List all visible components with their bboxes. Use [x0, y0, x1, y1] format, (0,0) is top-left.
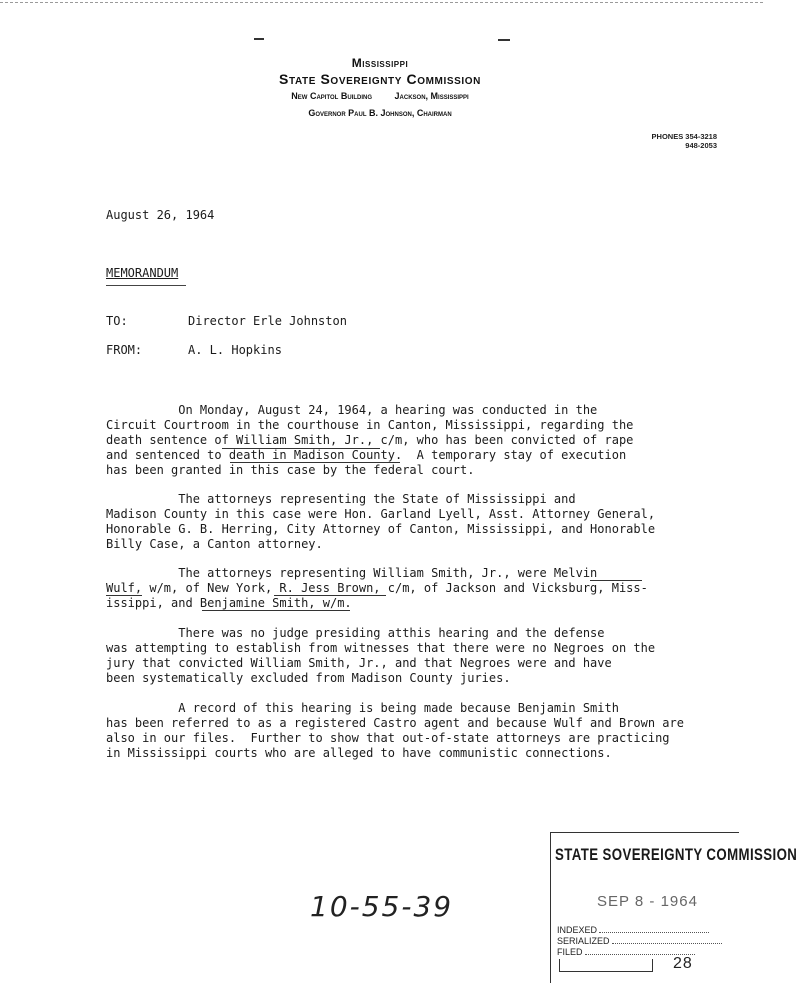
text-line: has been granted in this case by the federal court.	[106, 463, 475, 477]
handwritten-underline	[106, 595, 142, 596]
top-edge-line	[0, 2, 763, 3]
letterhead-address	[200, 91, 560, 101]
text-line: in Mississippi courts who are alleged to have communistic connections.	[106, 746, 612, 760]
phone-line-2: 948-2053	[685, 141, 717, 150]
text-line: also in our files. Further to show that out-of-state attorneys are practicing	[106, 731, 670, 745]
text-line: A record of this hearing is being made because Benjamin Smith	[106, 701, 619, 715]
text-line: Billy Case, a Canton attorney.	[106, 537, 323, 551]
memo-date: August 26, 1964	[106, 208, 215, 222]
letterhead-governor: Governor Paul B. Johnson, Chairman	[308, 108, 452, 118]
letterhead-building: New Capitol Building	[291, 91, 373, 101]
body-paragraph-5	[106, 701, 706, 761]
received-stamp	[550, 832, 797, 983]
body-paragraph-3	[106, 566, 706, 611]
handwritten-file-code: 10-55-39	[310, 890, 454, 923]
handwritten-underline	[222, 448, 380, 449]
handwritten-underline	[590, 580, 642, 581]
text-line: and sentenced to death in Madison County. A temporary stay of execution	[106, 448, 627, 462]
text-line: been systematically excluded from Madison County juries.	[106, 671, 511, 685]
letterhead-state: Mississippi	[351, 56, 409, 70]
stamp-box	[559, 959, 653, 972]
text-line: issippi, and Benjamine Smith, w/m.	[106, 596, 352, 610]
body-paragraph-1	[106, 403, 706, 478]
text-line: The attorneys representing the State of Mississippi and	[106, 492, 576, 506]
handwritten-underline	[230, 462, 400, 463]
text-line: On Monday, August 24, 1964, a hearing was conducted in the	[106, 403, 598, 417]
body-paragraph-4	[106, 626, 706, 686]
memo-type: MEMORANDUM	[106, 266, 179, 280]
stamp-indexed-field	[557, 925, 709, 935]
stamp-serialized-label: SERIALIZED	[557, 936, 610, 946]
memo-underline	[106, 285, 186, 286]
stamp-date: SEP 8 - 1964	[597, 893, 698, 910]
text-line: has been referred to as a registered Castro agent and because Wulf and Brown are	[106, 716, 684, 730]
mark-speck	[254, 38, 264, 40]
text-line: The attorneys representing William Smith, Jr., were Melvin	[106, 566, 598, 580]
from-label: FROM:	[106, 343, 143, 357]
text-line: Madison County in this case were Hon. Garland Lyell, Asst. Attorney General,	[106, 507, 656, 521]
to-label: TO:	[106, 314, 128, 328]
stamp-number: 28	[673, 955, 693, 972]
letterhead-organization: State Sovereignty Commission	[279, 71, 481, 87]
text-line: Wulf, w/m, of New York, R. Jess Brown, c/m, of Jackson and Vicksburg, Miss-	[106, 581, 648, 595]
mark-speck	[498, 39, 510, 41]
phone-line-1: PHONES 354-3218	[651, 132, 717, 141]
to-recipient: Director Erle Johnston	[188, 314, 347, 328]
text-line: was attempting to establish from witnesses that there were no Negroes on the	[106, 641, 656, 655]
text-line: Circuit Courtroom in the courthouse in Canton, Mississippi, regarding the	[106, 418, 634, 432]
stamp-title: STATE SOVEREIGNTY COMMISSION	[555, 845, 797, 864]
body-paragraph-2	[106, 492, 706, 552]
handwritten-underline	[274, 595, 386, 596]
text-line: jury that convicted William Smith, Jr., and that Negroes were and have	[106, 656, 612, 670]
text-line: There was no judge presiding atthis hearing and the defense	[106, 626, 605, 640]
phone-numbers	[652, 132, 717, 150]
handwritten-underline	[202, 610, 350, 611]
text-line: death sentence of William Smith, Jr., c/m, who has been convicted of rape	[106, 433, 634, 447]
stamp-serialized-field	[557, 936, 722, 946]
from-sender: A. L. Hopkins	[188, 343, 282, 357]
letterhead-city: Jackson, Mississippi	[394, 91, 469, 101]
stamp-filed-label: FILED	[557, 947, 583, 957]
stamp-indexed-label: INDEXED	[557, 925, 598, 935]
text-line: Honorable G. B. Herring, City Attorney of Canton, Mississippi, and Honorable	[106, 522, 656, 536]
